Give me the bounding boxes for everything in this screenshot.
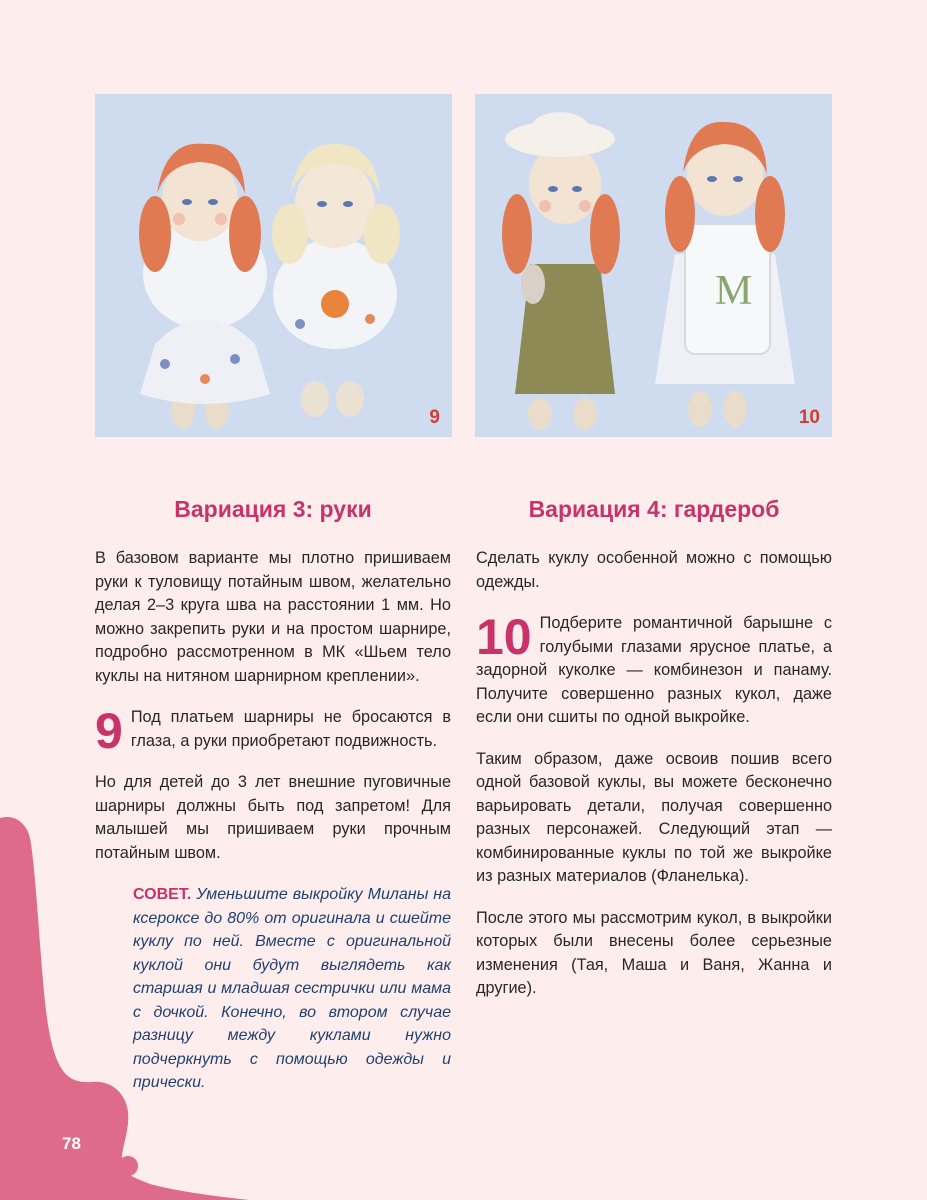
right-column [476,496,832,1019]
page-number: 78 [62,1134,81,1153]
tip-text: Уменьшите выкройку Миланы на ксероксе до 80% от оригинала и сшейте куклу по ней. Вместе с оригинальной куклой они будут выглядеть как старшая и младшая сестрички или мама с дочкой. Конечно, во втором случае разницу между куклами нужно подчеркнуть с помощью одежды и прически. [133,886,451,1091]
photo-dolls-arms [95,94,452,437]
dolls-illustration [95,94,452,437]
section-heading: Вариация 4: гардероб [528,496,780,522]
step-paragraph [95,703,451,759]
section-heading: Вариация 3: руки [174,496,372,522]
step-text: Под платьем шарниры не бросаются в глаза, а руки приобретают подвижность. [130,708,451,750]
dolls-illustration [475,94,832,437]
paragraph: После этого мы рассмотрим кукол, в выкройки которых были внесены более серьезные изменения (Тая, Маша и Ваня, Жанна и другие). [476,908,832,997]
paragraph: В базовом варианте мы плотно пришиваем руки к туловищу потайным швом, желательно делая 2–3 круга шва на расстоянии 1 мм. Но можно закрепить руки и на простом шарнире, подробно рассмотренном в МК «Шьем тело куклы на нитяном шарнирном креплении». [95,549,451,685]
step-text: Подберите романтичной барышне с голубыми глазами ярусное платье, а задорной куколке — комбинезон и панаму. Получите совершенно разных кукол, даже если они сшиты по одной выкройке. [476,614,832,726]
tip-box [133,883,451,1095]
paragraph: Таким образом, даже освоив пошив всего одной базовой куклы, вы можете бесконечно варьировать детали, получая совершенно разных персонажей. Следующий этап — комбинированные куклы по той же выкройке из разных материалов (Фланелька). [476,749,832,885]
left-column [95,496,451,1095]
photo-number: 10 [798,407,820,428]
step-paragraph [476,609,832,730]
paragraph: Но для детей до 3 лет внешние пуговичные шарниры должны быть под запретом! Для малышей мы пришиваем руки прочным потайным швом. [95,773,451,862]
tip-label: СОВЕТ. [133,886,192,903]
paragraph: Сделать куклу особенной можно с помощью одежды. [476,549,832,591]
step-number: 10 [476,609,532,665]
photo-number: 9 [429,407,440,428]
svg-text:M: M [715,268,753,314]
photo-dolls-wardrobe [475,94,832,437]
step-number: 9 [95,703,123,759]
